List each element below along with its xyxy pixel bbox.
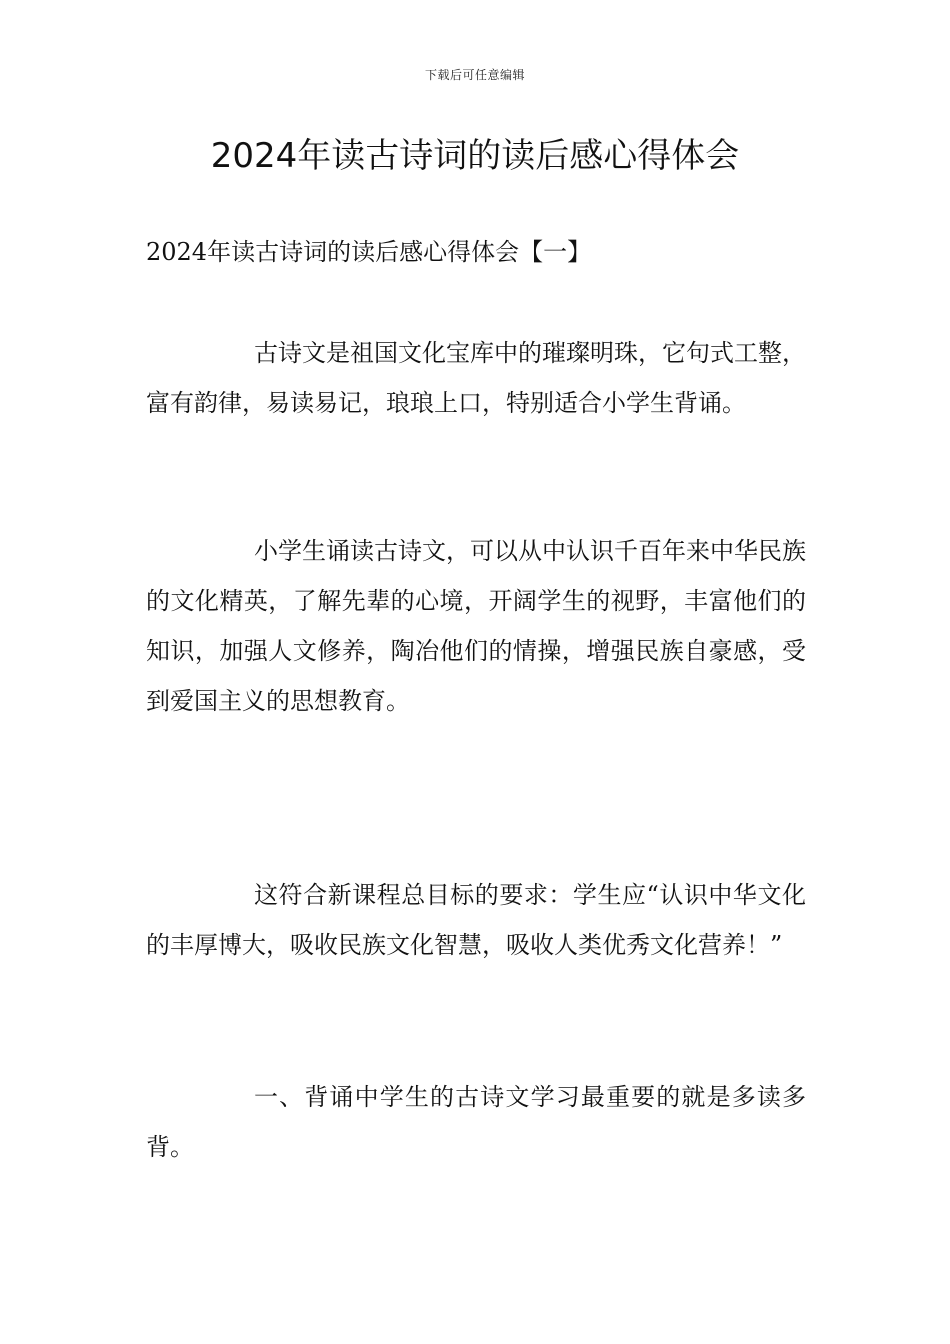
- paragraph-3: 这符合新课程总目标的要求：学生应“认识中华文化的丰厚博大，吸收民族文化智慧，吸收人类优秀文化营养！”: [146, 881, 806, 959]
- paragraph-4: 一、背诵中学生的古诗文学习最重要的就是多读多背。: [146, 1083, 806, 1161]
- paragraph-1: 古诗文是祖国文化宝库中的璀璨明珠，它句式工整，富有韵律，易读易记，琅琅上口，特别适合小学生背诵。: [146, 339, 806, 417]
- document-title: 2024年读古诗词的读后感心得体会: [210, 136, 740, 176]
- section-heading: 2024年读古诗词的读后感心得体会【一】: [146, 238, 592, 266]
- header-note: 下载后可任意编辑: [424, 68, 525, 82]
- paragraph-2: 小学生诵读古诗文，可以从中认识千百年来中华民族的文化精英，了解先辈的心境，开阔学生的视野，丰富他们的知识，加强人文修养，陶冶他们的情操，增强民族自豪感，受到爱国主义的思想教育。: [146, 537, 806, 715]
